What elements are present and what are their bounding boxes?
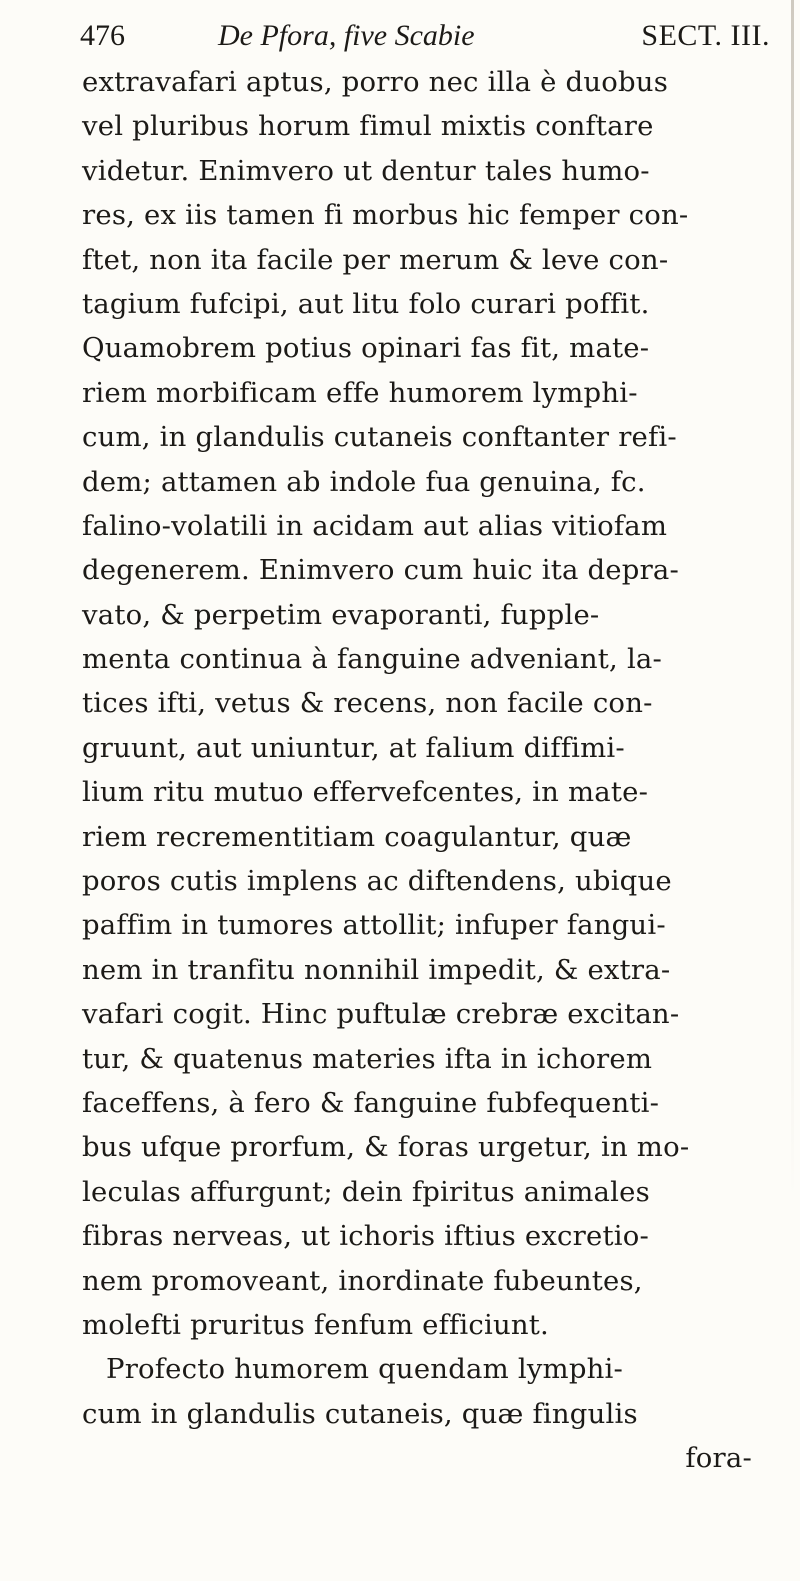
text-line: leculas affurgunt; dein fpiritus animales [82,1175,650,1208]
text-line: vafari cogit. Hinc puftulæ crebræ excitan- [82,998,680,1031]
text-line: menta continua à fanguine adveniant, la- [82,643,663,676]
text-line: riem recrementitiam coagulantur, quæ [82,820,632,853]
text-line: lium ritu mutuo effervefcentes, in mate- [82,776,649,809]
text-line: tagium fufcipi, aut litu folo curari poffit. [82,287,650,320]
running-head-section: SECT. III. [641,19,770,52]
page-number: 476 [80,19,125,52]
text-line: riem morbificam effe humorem lymphi- [82,376,638,409]
catchword: fora- [685,1442,752,1475]
text-line: tices ifti, vetus & recens, non facile con- [82,687,653,720]
running-head [80,14,770,58]
text-line: paffim in tumores attollit; infuper fangui- [82,909,666,942]
text-line: videtur. Enimvero ut dentur tales humo- [82,154,650,187]
text-line: ftet, non ita facile per merum & leve con- [82,243,669,276]
page-edge-shadow [791,0,794,1200]
text-line: molefti pruritus fenfum efficiunt. [82,1308,549,1341]
text-line: vel pluribus horum fimul mixtis conftare [82,110,654,143]
text-line: nem promoveant, inordinate fubeuntes, [82,1264,643,1297]
text-line: vato, & perpetim evaporanti, fupple- [82,598,600,631]
body-text [82,60,772,1481]
text-line: cum, in glandulis cutaneis conftanter refi- [82,421,677,454]
text-line: res, ex iis tamen fi morbus hic femper con- [82,199,689,232]
paragraph-first-line: Profecto humorem quendam lymphi- [106,1353,624,1386]
text-line: degenerem. Enimvero cum huic ita depra- [82,554,680,587]
text-line: tur, & quatenus materies ifta in ichorem [82,1042,653,1075]
running-head-title: De Pfora, five Scabie [218,19,475,52]
text-line: nem in tranfitu nonnihil impedit, & extra- [82,953,671,986]
text-line: cum in glandulis cutaneis, quæ fingulis [82,1397,638,1430]
text-line: faceffens, à fero & fanguine fubfequenti- [82,1086,660,1119]
text-line: falino-volatili in acidam aut alias vitiofam [82,509,668,542]
text-line: dem; attamen ab indole fua genuina, fc. [82,465,646,498]
text-line: Quamobrem potius opinari fas fit, mate- [82,332,650,365]
text-line: gruunt, aut uniuntur, at falium diffimi- [82,731,625,764]
text-line: extravafari aptus, porro nec illa è duobus [82,66,669,98]
text-line: fibras nerveas, ut ichoris iftius excretio- [82,1220,649,1253]
text-line: bus ufque prorfum, & foras urgetur, in mo- [82,1131,690,1164]
text-line: poros cutis implens ac diftendens, ubique [82,865,672,898]
